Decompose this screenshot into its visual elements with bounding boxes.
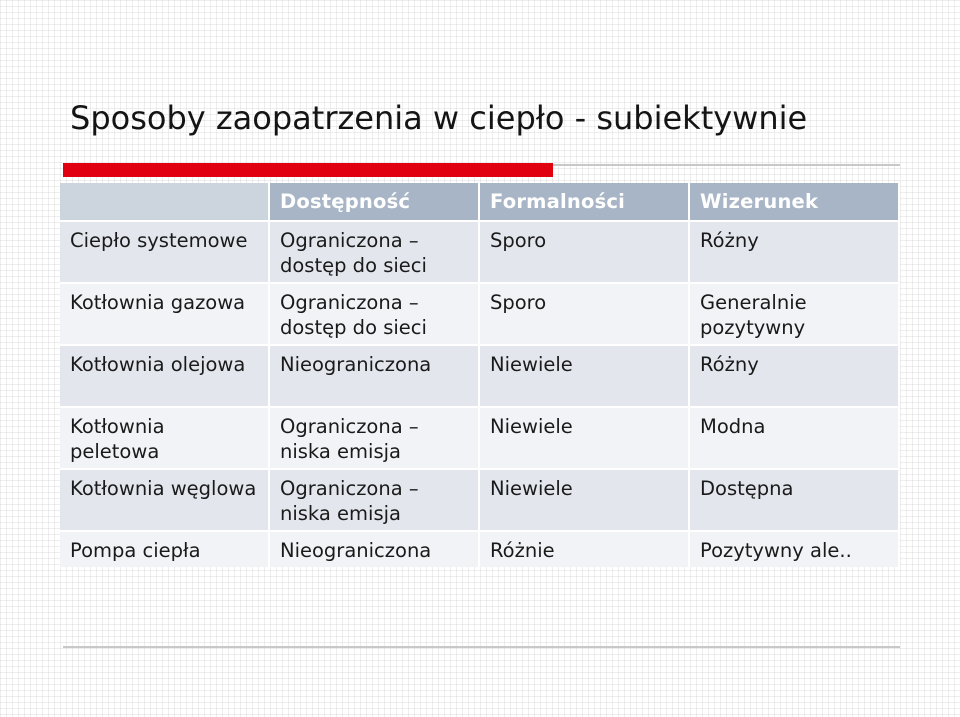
table-cell: Różnie [480,530,690,567]
slide-title: Sposoby zaopatrzenia w ciepło - subiektywnie [70,99,808,137]
table-cell: Nieograniczona [270,530,480,567]
table-cell: Niewiele [480,468,690,530]
table-cell: Różny [690,344,900,406]
table-cell: Nieograniczona [270,344,480,406]
table-row [60,530,900,567]
header-cell-wizerunek: Wizerunek [690,183,900,220]
row-label: Pompa ciepła [60,530,270,567]
table-header-row [60,183,900,220]
table-cell: Niewiele [480,406,690,468]
title-accent-bar [63,163,553,177]
header-cell-dostepnosc: Dostępność [270,183,480,220]
footer-rule [63,646,900,648]
table-cell: Dostępna [690,468,900,530]
table-cell: Ograniczona – niska emisja [270,468,480,530]
row-label: Kotłownia olejowa [60,344,270,406]
table-cell: Generalnie pozytywny [690,282,900,344]
table-cell: Ograniczona – dostęp do sieci [270,282,480,344]
table-cell: Sporo [480,220,690,282]
table-cell: Sporo [480,282,690,344]
table-cell: Niewiele [480,344,690,406]
table-row [60,282,900,344]
table-row [60,406,900,468]
table-cell: Różny [690,220,900,282]
table-cell: Modna [690,406,900,468]
row-label: Kotłownia węglowa [60,468,270,530]
table-row [60,220,900,282]
table-cell: Ograniczona – niska emisja [270,406,480,468]
header-cell-empty [60,183,270,220]
row-label: Ciepło systemowe [60,220,270,282]
row-label: Kotłownia gazowa [60,282,270,344]
table-row [60,344,900,406]
row-label: Kotłownia peletowa [60,406,270,468]
table-cell: Pozytywny ale.. [690,530,900,567]
header-cell-formalnosci: Formalności [480,183,690,220]
table-cell: Ograniczona – dostęp do sieci [270,220,480,282]
comparison-table [60,183,900,567]
table-row [60,468,900,530]
